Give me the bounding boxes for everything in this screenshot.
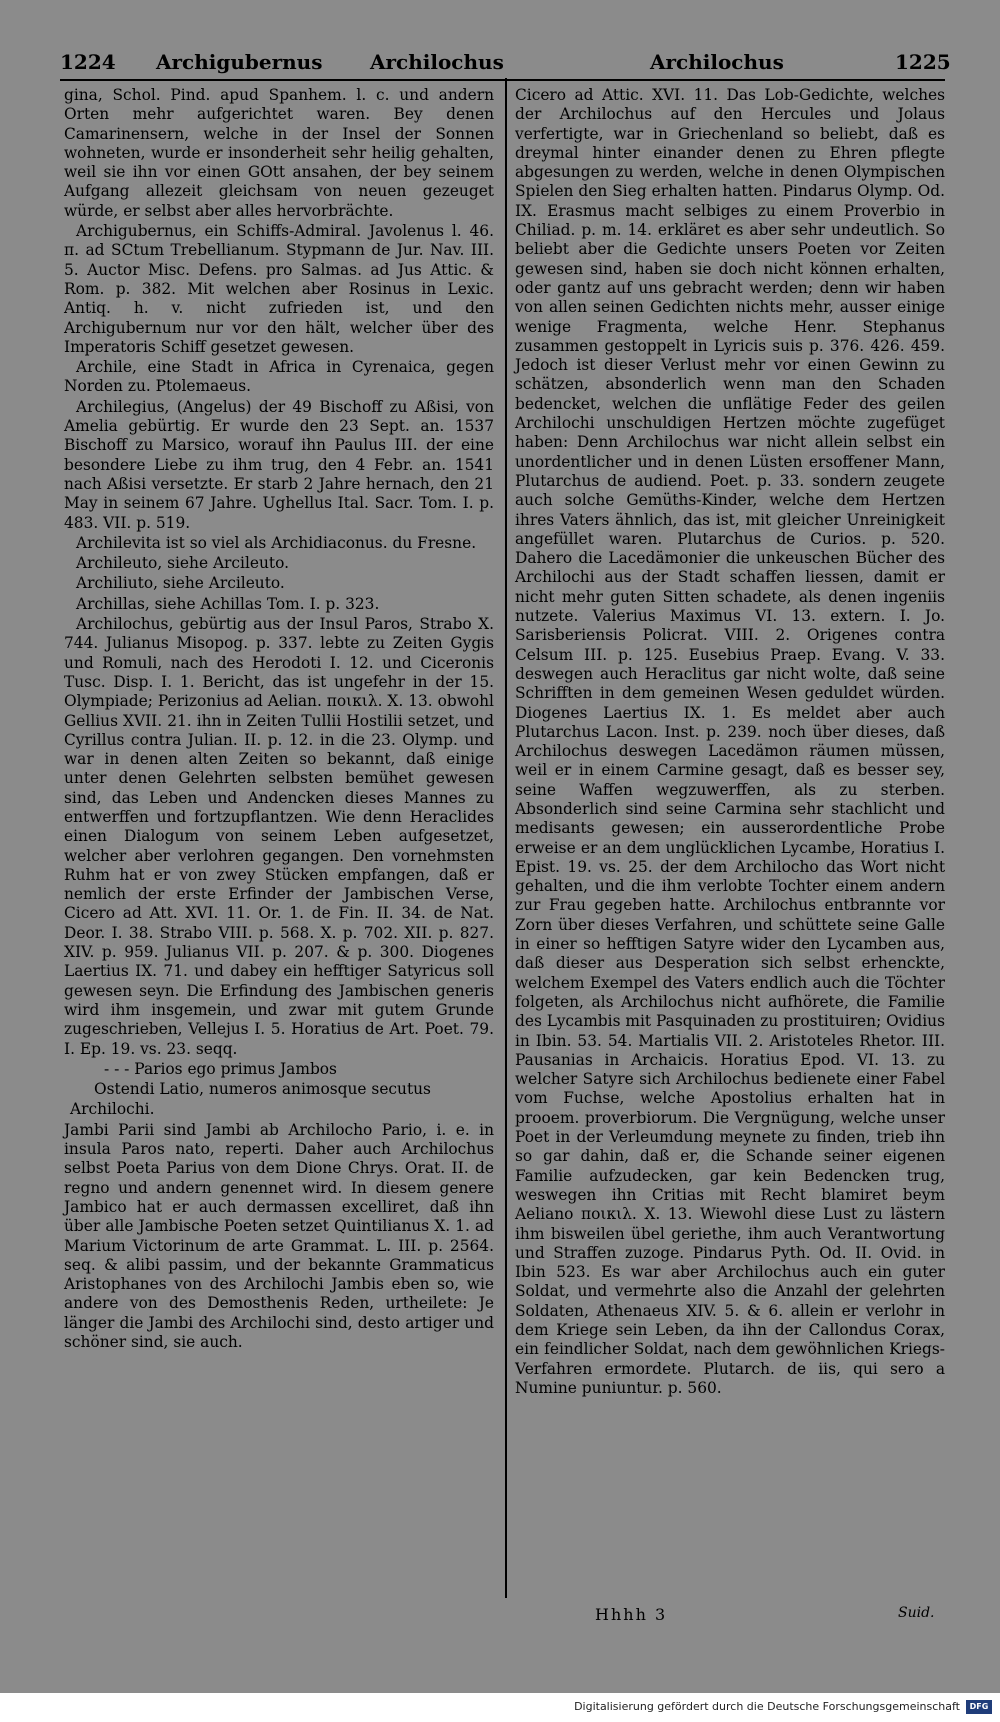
verse-line: Archilochi.	[70, 1100, 155, 1119]
header-rule	[60, 79, 945, 81]
left-para: gina, Schol. Pind. apud Spanhem. l. c. und andern Orten mehr aufgerichtet waren. Bey denen Camarinensern, welche in der Insel der Sonnen wohneten, wurde er insonderheit sehr heilig gehalten, weil sie ihn vor einen GOtt ansahen, der bey seinem Aufgang allezeit gleichsam von neuen gezeuget würde, er selbst aber alles hervorbrächte.	[64, 86, 494, 220]
left-para: Archiliuto, siehe Arcileuto.	[76, 574, 285, 593]
left-para: Archilochus, gebürtig aus der Insul Paros, Strabo X. 744. Julianus Misopog. p. 337. lebte zu Zeiten Gygis und Romuli, nach des Herodoti I. 12. und Ciceronis Tusc. Disp. I. 1. Bericht, das ist ungefehr in der 15. Olympiade; Perizonius ad Aelian. ποικιλ. X. 13. obwohl Gellius XVII. 21. ihn in Zeiten Tullii Hostilii setzet, und Cyrillus contra Julian. II. p. 12. in die 23. Olymp. und war in denen alten Zeiten so bekannt, daß einige unter denen Gelehrten selbsten bemühet gewesen sind, das Leben und Andencken dieses Mannes zu entwerffen und fortzupflantzen. Wie denn Heraclides einen Dialogum von seinem Leben aufgesetzet, welcher aber verlohren gegangen. Den vornehmsten Ruhm hat er von zwey Stücken empfangen, daß er nemlich der erste Erfinder der Jambischen Verse, Cicero ad Att. XVI. 11. Or. 1. de Fin. II. 34. de Nat. Deor. I. 38. Strabo VIII. p. 568. X. p. 702. XII. p. 827. XIV. p. 959. Julianus VII. p. 207. & p. 300. Diogenes Laertius IX. 71. und dabey ein hefftiger Satyricus soll gewesen seyn. Die Erfindung des Jambischen generis wird ihm insgemein, und zwar mit gutem Grunde zugeschrieben, Vellejus I. 5. Horatius de Art. Poet. 79. I. Ep. 19. vs. 23. seqq.	[64, 615, 494, 1058]
left-para: Archilevita ist so viel als Archidiaconus. du Fresne.	[76, 533, 477, 552]
catchword: Suid.	[898, 1605, 935, 1621]
left-para: Archigubernus, ein Schiffs-Admiral. Javolenus l. 46. π. ad SCtum Trebellianum. Stypmann de Jur. Nav. III. 5. Auctor Misc. Defens. pro Salmas. ad Jus Attic. & Rom. p. 382. Mit welchen aber Rosinus in Lexic. Antiq. h. v. nicht zufrieden ist, und den Archigubernum nur vor den hält, welcher über des Imperatoris Schiff gesetzet gewesen.	[64, 222, 494, 356]
signature-mark: Hhhh 3	[595, 1605, 668, 1624]
left-para: Archilegius, (Angelus) der 49 Bischoff zu Aßisi, von Amelia gebürtig. Er wurde den 23 Sept. an. 1537 Bischoff zu Marsico, worauf ihn Paulus III. der eine besondere Liebe zu ihm trug, den 4 Febr. an. 1541 nach Aßisi versetzte. Er starb 2 Jahre hernach, den 21 May in seinem 67 Jahre. Ughellus Ital. Sacr. Tom. I. p. 483. VII. p. 519.	[64, 397, 494, 532]
left-para: Archileuto, siehe Arcileuto.	[76, 554, 289, 573]
credit-text: Digitalisierung gefördert durch die Deutsche Forschungsgemeinschaft	[574, 1700, 960, 1713]
right-column	[515, 86, 945, 1399]
page-number-left: 1224	[60, 50, 116, 74]
left-para: Archile, eine Stadt in Africa in Cyrenaica, gegen Norden zu. Ptolemaeus.	[64, 358, 494, 396]
left-para: Archillas, siehe Achillas Tom. I. p. 323.	[76, 594, 380, 613]
running-header	[60, 46, 951, 80]
left-column	[64, 86, 494, 1353]
verse-line: - - - Parios ego primus Jambos	[104, 1059, 337, 1078]
column-rule	[505, 78, 507, 1598]
running-title-left: Archigubernus	[156, 50, 323, 74]
verse-line: Ostendi Latio, numeros animosque secutus	[94, 1080, 431, 1099]
dfg-logo-icon: DFG	[966, 1700, 992, 1714]
right-para: Cicero ad Attic. XVI. 11. Das Lob-Gedichte, welches der Archilochus auf den Hercules und Jolaus verfertigte, war in Griechenland so beliebt, daß es dreymal hinter einander denen zu Ehren pflegte abgesungen zu werden, welche in denen Olympischen Spielen den Sieg erhalten hatten. Pindarus Olymp. Od. IX. Erasmus macht selbiges zu einem Proverbio in Chiliad. p. m. 14. erkläret es aber sehr undeutlich. So beliebt aber die Gedichte unsers Poeten vor Zeiten gewesen sind, haben sie doch nicht können erhalten, oder gantz auf uns gebracht werden; denn wir haben von allen seinen Gedichten nichts mehr, ausser einige wenige Fragmenta, welche Henr. Stephanus zusammen gestoppelt in Lyricis suis p. 376. 426. 459. Jedoch ist dieser Verlust mehr vor einen Gewinn zu schätzen, absonderlich wenn man den Schaden bedencket, welchen die unflätige Feder des geilen Archilochi unschuldigen Hertzen möchte zugefüget haben: Denn Archilochus war nicht allein selbst ein unordentlicher und in denen Lüsten ersoffener Mann, Plutarchus de audiend. Poet. p. 33. sondern zeugete auch solche Gemüths-Kinder, welche dem Hertzen ihres Vaters ähnlich, das ist, mit gleicher Unreinigkeit angefüllet waren. Plutarchus de Curios. p. 520. Dahero die Lacedämonier die unkeuschen Bücher des Archilochi aus der Stadt schaffen liessen, damit er nicht mehr guten Sitten schadete, als denen ingeniis nutzete. Valerius Maximus VI. 13. extern. I. Jo. Sarisberiensis Policrat. VIII. 2. Origenes contra Celsum III. p. 125. Eusebius Praep. Evang. V. 33. deswegen auch Heraclitus gar nicht wolte, daß seine Schrifften in dem gemeinen Wesen geduldet würden. Diogenes Laertius IX. 1. Es meldet aber auch Plutarchus Lacon. Inst. p. 239. noch über dieses, daß Archilochus deswegen Lacedämon räumen müssen, weil er in einem Carmine gesagt, daß es besser sey, seine Waffen wegzuwerffen, als zu sterben. Absonderlich sind seine Carmina sehr stachlicht und medisants gewesen; ein ausserordentliche Probe erweise er an dem unglücklichen Lycambe, Horatius I. Epist. 19. vs. 25. der dem Archilocho das Wort nicht gehalten, und die ihm verlobte Tochter einem andern zur Frau gegeben hatte. Archilochus entbrannte vor Zorn über dieses Verfahren, und schüttete seine Galle in einer so hefftigen Satyre wider den Lycamben aus, daß dieser aus Desperation sich selbst erhenckte, welchem Exempel des Vaters endlich auch die Töchter folgeten, als Archilochus nicht aufhörete, die Familie des Lycambis mit Pasquinaden zu prostituiren; Ovidius in Ibin. 53. 54. Martialis VII. 2. Aristoteles Rhetor. III. Pausanias in Archaicis. Horatius Epod. VI. 13. zu welcher Satyre sich Archilochus bedienete einer Fabel vom Fuchse, welche Apostolius erhalten hat in prooem. proverbiorum. Die Vergnügung, welche unser Poet in der Verleumdung meynete zu finden, trieb ihn so gar dahin, daß er, die Schande seiner eigenen Familie aufzudecken, gar kein Bedencken trug, weswegen ihn Critias mit Recht blamiret beym Aeliano ποικιλ. X. 13. Wiewohl diese Lust zu lästern ihm bisweilen übel geriethe, ihm auch Verantwortung und Straffen zuzoge. Pindarus Pyth. Od. II. Ovid. in Ibin 523. Es war aber Archilochus auch ein guter Soldat, und vermehrte also die Anzahl der gelehrten Soldaten, Athenaeus XIV. 5. & 6. allein er verlohr in dem Kriege sein Leben, da ihn der Callondus Corax, ein feindlicher Soldat, nach dem gewöhnlichen Kriegs-Verfahren ermordete. Plutarch. de iis, qui sero a Numine puniuntur. p. 560.	[515, 86, 945, 1397]
left-para: Jambi Parii sind Jambi ab Archilocho Pario, i. e. in insula Paros nato, reperti. Daher auch Archilochus selbst Poeta Parius von dem Dione Chrys. Orat. II. de regno und andern genennet wird. In diesem genere Jambico hat er auch dermassen excelliret, daß ihn über alle Jambische Poeten setzet Quintilianus X. 1. ad Marium Victorinum de arte Grammat. L. III. p. 2564. seq. & alibi passim, und der bekannte Grammaticus Aristophanes von des Archilochi Jambis eben so, wie andere von des Demosthenis Reden, urtheilete: Je länger die Jambi des Archilochi sind, desto artiger und schöner sind, sie auch.	[64, 1120, 494, 1351]
running-title-right: Archilochus	[650, 50, 784, 74]
page-number-right: 1225	[895, 50, 951, 74]
running-title-center-left: Archilochus	[370, 50, 504, 74]
digitization-credit-bar	[0, 1693, 1000, 1722]
